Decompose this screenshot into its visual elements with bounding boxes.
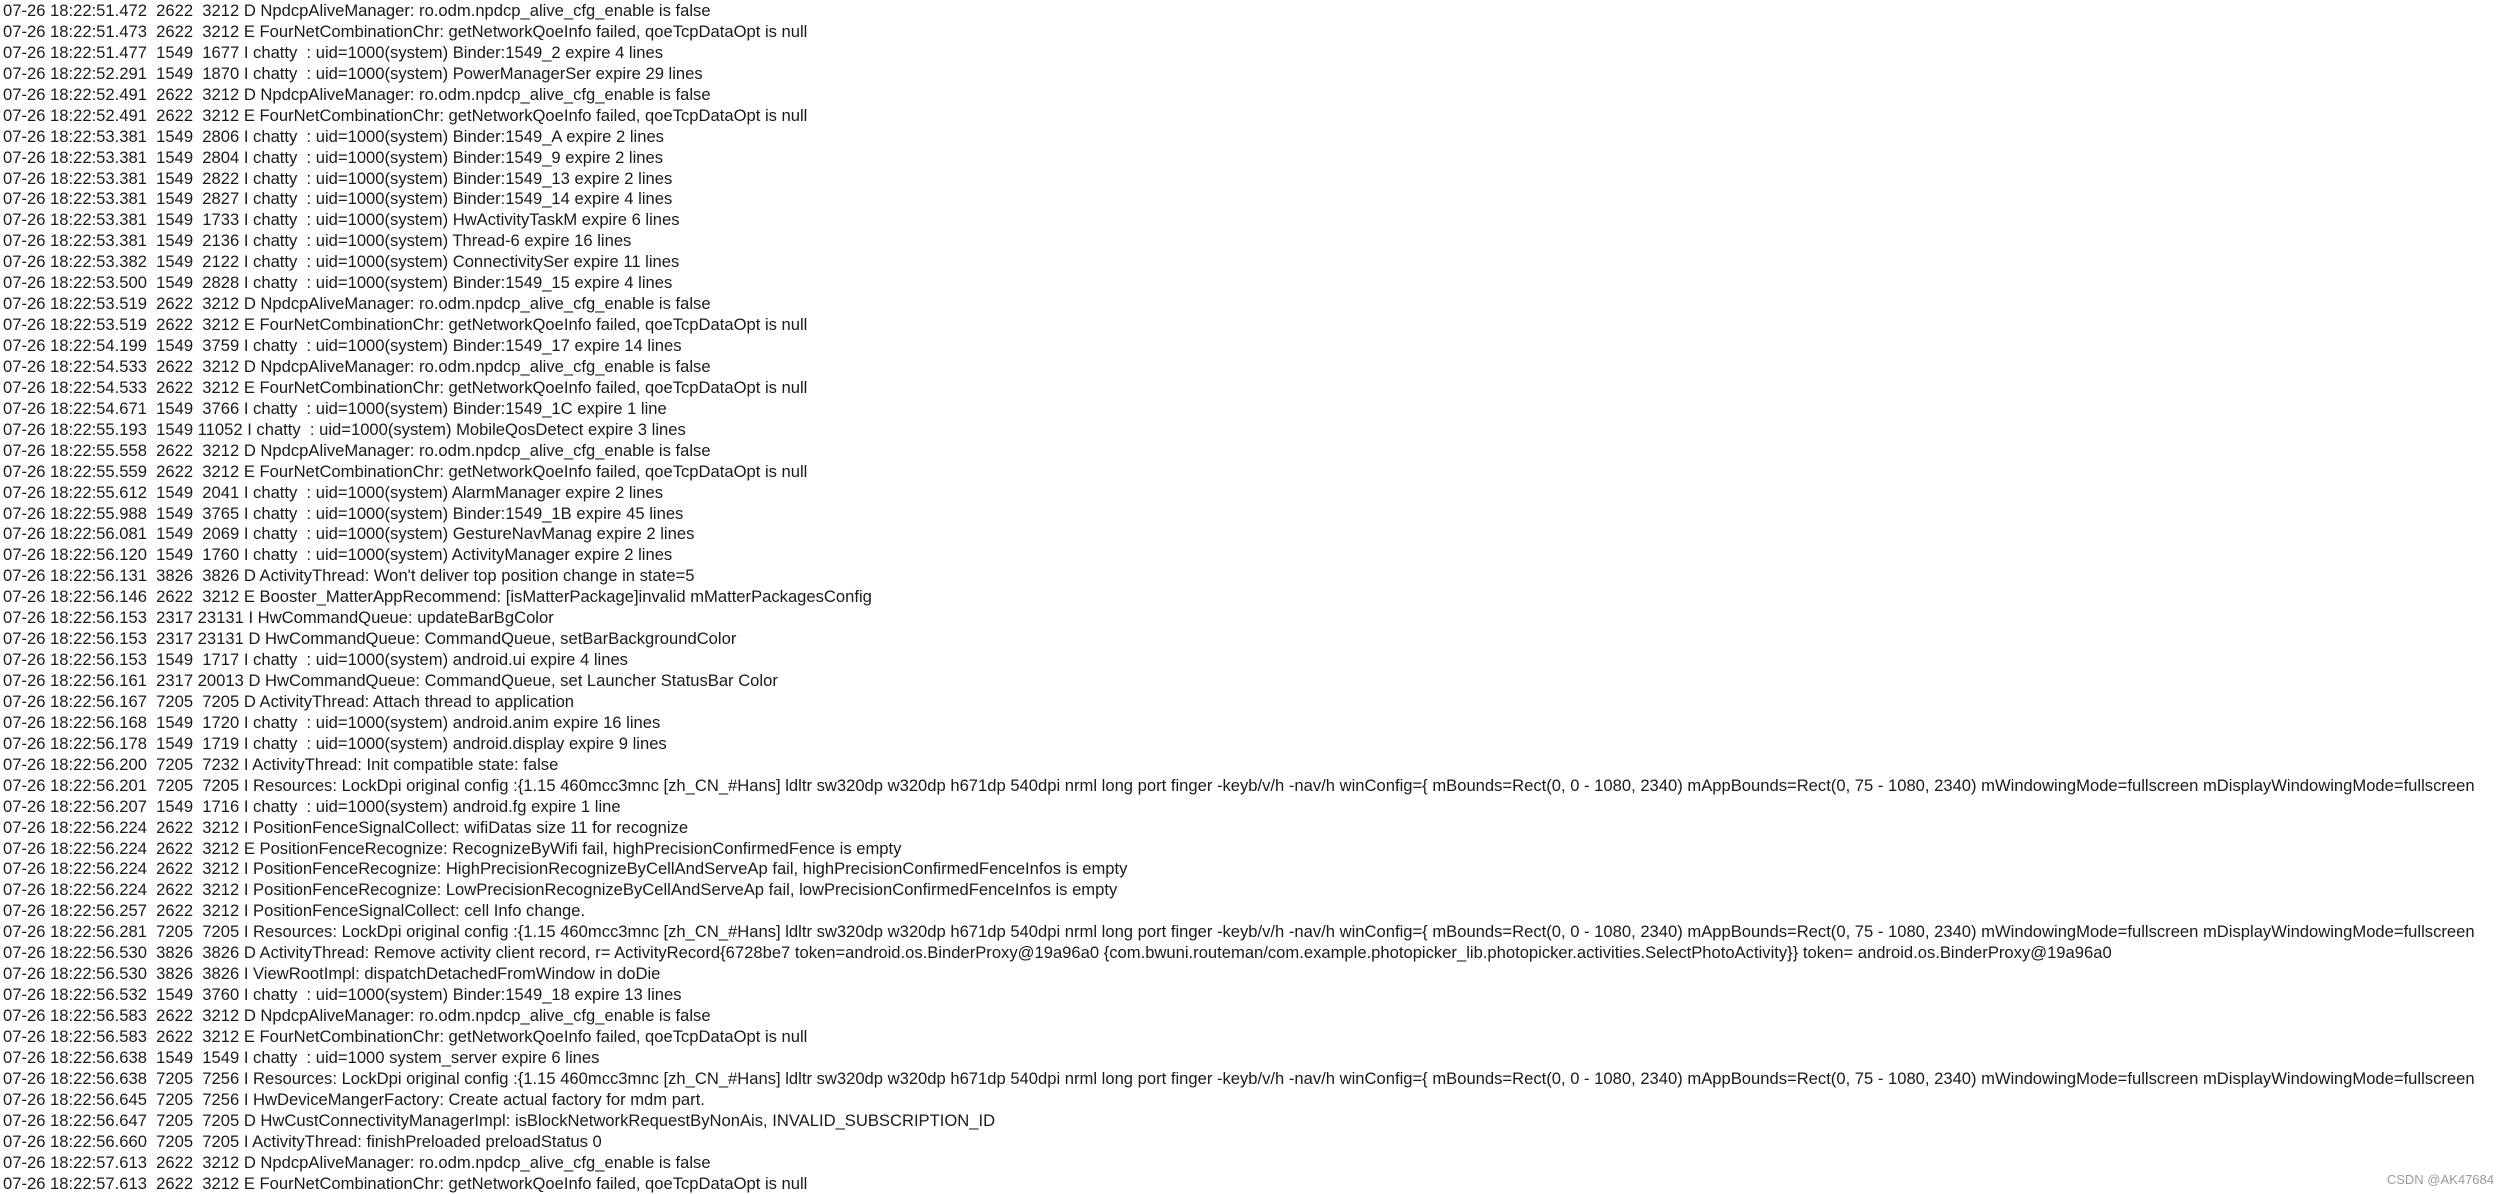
log-line: 07-26 18:22:56.647 7205 7205 D HwCustConnectivityManagerImpl: isBlockNetworkRequestByNonAis, INVALID_SUBSCRIPTION_ID (3, 1110, 996, 1130)
log-line: 07-26 18:22:51.477 1549 1677 I chatty : uid=1000(system) Binder:1549_2 expire 4 lines (3, 42, 664, 62)
log-line: 07-26 18:22:56.120 1549 1760 I chatty : uid=1000(system) ActivityManager expire 2 lines (3, 545, 673, 565)
log-line: 07-26 18:22:56.224 2622 3212 I PositionFenceSignalCollect: wifiDatas size 11 for recognize (3, 817, 689, 837)
log-line: 07-26 18:22:53.381 1549 2827 I chatty : uid=1000(system) Binder:1549_14 expire 4 lines (3, 189, 673, 209)
log-line: 07-26 18:22:56.583 2622 3212 D NpdcpAliveManager: ro.odm.npdcp_alive_cfg_enable is false (3, 1006, 711, 1025)
log-line: 07-26 18:22:56.201 7205 7205 I Resources: LockDpi original config :{1.15 460mcc3mnc [zh_CN_#Hans] ldltr sw320dp w320dp h671dp 540dpi nrml long port finger -keyb/v/h -nav/h winConfig={ mBounds=Rect(0, 0 - 1080, 2340) mAppBounds=Rect(0, 75 - 1080, 2340) mWindowingMode=fullscreen mDisplayWindowingMode=fullscreen (3, 775, 2475, 795)
log-line: 07-26 18:22:53.500 1549 2828 I chatty : uid=1000(system) Binder:1549_15 expire 4 lines (3, 273, 673, 293)
log-line: 07-26 18:22:56.530 3826 3826 D ActivityThread: Remove activity client record, r= ActivityRecord{6728be7 token=android.os.BinderProxy@19a96a0 {com.bwuni.routeman/com.example.photopicker_lib.photopicker.activities.SelectPhotoActivity}} token= android.os.BinderProxy@19a96a0 (3, 943, 2112, 963)
log-line: 07-26 18:22:55.193 1549 11052 I chatty : uid=1000(system) MobileQosDetect expire 3 lines (3, 419, 686, 439)
log-line: 07-26 18:22:56.532 1549 3760 I chatty : uid=1000(system) Binder:1549_18 expire 13 lines (3, 985, 682, 1005)
log-line: 07-26 18:22:53.381 1549 2804 I chatty : uid=1000(system) Binder:1549_9 expire 2 lines (3, 147, 664, 167)
log-line: 07-26 18:22:56.281 7205 7205 I Resources: LockDpi original config :{1.15 460mcc3mnc [zh_CN_#Hans] ldltr sw320dp w320dp h671dp 540dpi nrml long port finger -keyb/v/h -nav/h winConfig={ mBounds=Rect(0, 0 - 1080, 2340) mAppBounds=Rect(0, 75 - 1080, 2340) mWindowingMode=fullscreen mDisplayWindowingMode=fullscreen (3, 922, 2475, 942)
log-line: 07-26 18:22:56.207 1549 1716 I chatty : uid=1000(system) android.fg expire 1 line (3, 796, 621, 816)
log-line: 07-26 18:22:56.660 7205 7205 I ActivityThread: finishPreloaded preloadStatus 0 (3, 1131, 602, 1151)
log-line: 07-26 18:22:56.530 3826 3826 I ViewRootImpl: dispatchDetachedFromWindow in doDie (3, 964, 661, 984)
log-line: 07-26 18:22:56.583 2622 3212 E FourNetCombinationChr: getNetworkQoeInfo failed, qoeTcpDataOpt is null (3, 1026, 808, 1046)
log-line: 07-26 18:22:54.533 2622 3212 D NpdcpAliveManager: ro.odm.npdcp_alive_cfg_enable is false (3, 356, 711, 376)
log-line: 07-26 18:22:56.224 2622 3212 I PositionFenceRecognize: LowPrecisionRecognizeByCellAndServeAp fail, lowPrecisionConfirmedFenceInfos is empty (3, 880, 1118, 900)
log-line: 07-26 18:22:55.558 2622 3212 D NpdcpAliveManager: ro.odm.npdcp_alive_cfg_enable is false (3, 440, 711, 460)
log-line: 07-26 18:22:51.473 2622 3212 E FourNetCombinationChr: getNetworkQoeInfo failed, qoeTcpDataOpt is null (3, 21, 808, 41)
log-line: 07-26 18:22:56.224 2622 3212 I PositionFenceRecognize: HighPrecisionRecognizeByCellAndServeAp fail, highPrecisionConfirmedFenceInfos is empty (3, 859, 1128, 879)
log-line: 07-26 18:22:54.533 2622 3212 E FourNetCombinationChr: getNetworkQoeInfo failed, qoeTcpDataOpt is null (3, 377, 808, 397)
log-line: 07-26 18:22:53.381 1549 2136 I chatty : uid=1000(system) Thread-6 expire 16 lines (3, 231, 632, 251)
log-line: 07-26 18:22:56.161 2317 20013 D HwCommandQueue: CommandQueue, set Launcher StatusBar Color (3, 671, 778, 690)
log-line: 07-26 18:22:54.671 1549 3766 I chatty : uid=1000(system) Binder:1549_1C expire 1 line (3, 398, 667, 418)
watermark: CSDN @AK47684 (2386, 1172, 2494, 1187)
log-line: 07-26 18:22:56.146 2622 3212 E Booster_MatterAppRecommend: [isMatterPackage]invalid mMatterPackagesConfig (3, 587, 872, 607)
log-line: 07-26 18:22:56.200 7205 7232 I ActivityThread: Init compatible state: false (3, 754, 559, 774)
log-line: 07-26 18:22:56.178 1549 1719 I chatty : uid=1000(system) android.display expire 9 lines (3, 733, 667, 753)
log-line: 07-26 18:22:53.382 1549 2122 I chatty : uid=1000(system) ConnectivitySer expire 11 lines (3, 252, 680, 272)
log-line: 07-26 18:22:56.153 1549 1717 I chatty : uid=1000(system) android.ui expire 4 lines (3, 650, 628, 670)
log-line: 07-26 18:22:57.613 2622 3212 E FourNetCombinationChr: getNetworkQoeInfo failed, qoeTcpDataOpt is null (3, 1173, 808, 1193)
log-line: 07-26 18:22:56.638 1549 1549 I chatty : uid=1000 system_server expire 6 lines (3, 1047, 600, 1067)
log-line: 07-26 18:22:56.638 7205 7256 I Resources: LockDpi original config :{1.15 460mcc3mnc [zh_CN_#Hans] ldltr sw320dp w320dp h671dp 540dpi nrml long port finger -keyb/v/h -nav/h winConfig={ mBounds=Rect(0, 0 - 1080, 2340) mAppBounds=Rect(0, 75 - 1080, 2340) mWindowingMode=fullscreen mDisplayWindowingMode=fullscreen (3, 1068, 2475, 1088)
log-line: 07-26 18:22:56.168 1549 1720 I chatty : uid=1000(system) android.anim expire 16 lines (3, 712, 661, 732)
log-line: 07-26 18:22:56.153 2317 23131 D HwCommandQueue: CommandQueue, setBarBackgroundColor (3, 629, 737, 649)
log-line: 07-26 18:22:54.199 1549 3759 I chatty : uid=1000(system) Binder:1549_17 expire 14 lines (3, 336, 682, 355)
log-line: 07-26 18:22:56.224 2622 3212 E PositionFenceRecognize: RecognizeByWifi fail, highPrecisionConfirmedFence is empty (3, 838, 902, 858)
log-line: 07-26 18:22:52.491 2622 3212 E FourNetCombinationChr: getNetworkQoeInfo failed, qoeTcpDataOpt is null (3, 105, 808, 125)
log-line: 07-26 18:22:56.645 7205 7256 I HwDeviceMangerFactory: Create actual factory for mdm part. (3, 1089, 705, 1109)
log-line: 07-26 18:22:56.167 7205 7205 D ActivityThread: Attach thread to application (3, 691, 575, 711)
log-line: 07-26 18:22:55.559 2622 3212 E FourNetCombinationChr: getNetworkQoeInfo failed, qoeTcpDataOpt is null (3, 461, 808, 481)
log-line: 07-26 18:22:53.381 1549 1733 I chatty : uid=1000(system) HwActivityTaskM expire 6 lines (3, 210, 680, 230)
log-line: 07-26 18:22:51.472 2622 3212 D NpdcpAliveManager: ro.odm.npdcp_alive_cfg_enable is false (3, 1, 711, 20)
log-line: 07-26 18:22:55.612 1549 2041 I chatty : uid=1000(system) AlarmManager expire 2 lines (3, 482, 664, 502)
log-line: 07-26 18:22:55.988 1549 3765 I chatty : uid=1000(system) Binder:1549_1B expire 45 lines (3, 503, 684, 523)
log-line: 07-26 18:22:52.491 2622 3212 D NpdcpAliveManager: ro.odm.npdcp_alive_cfg_enable is false (3, 84, 711, 104)
log-line: 07-26 18:22:53.381 1549 2822 I chatty : uid=1000(system) Binder:1549_13 expire 2 lines (3, 168, 673, 188)
log-line: 07-26 18:22:56.257 2622 3212 I PositionFenceSignalCollect: cell Info change. (3, 901, 586, 921)
log-line: 07-26 18:22:53.519 2622 3212 D NpdcpAliveManager: ro.odm.npdcp_alive_cfg_enable is false (3, 294, 711, 314)
log-line: 07-26 18:22:56.081 1549 2069 I chatty : uid=1000(system) GestureNavManag expire 2 lines (3, 524, 695, 544)
log-line: 07-26 18:22:53.381 1549 2806 I chatty : uid=1000(system) Binder:1549_A expire 2 lines (3, 126, 664, 146)
log-line: 07-26 18:22:57.613 2622 3212 D NpdcpAliveManager: ro.odm.npdcp_alive_cfg_enable is false (3, 1152, 711, 1172)
log-line: 07-26 18:22:53.519 2622 3212 E FourNetCombinationChr: getNetworkQoeInfo failed, qoeTcpDataOpt is null (3, 315, 808, 335)
log-line: 07-26 18:22:56.131 3826 3826 D ActivityThread: Won't deliver top position change in state=5 (3, 566, 695, 586)
log-line: 07-26 18:22:52.291 1549 1870 I chatty : uid=1000(system) PowerManagerSer expire 29 lines (3, 63, 703, 83)
log-line: 07-26 18:22:56.153 2317 23131 I HwCommandQueue: updateBarBgColor (3, 608, 554, 628)
